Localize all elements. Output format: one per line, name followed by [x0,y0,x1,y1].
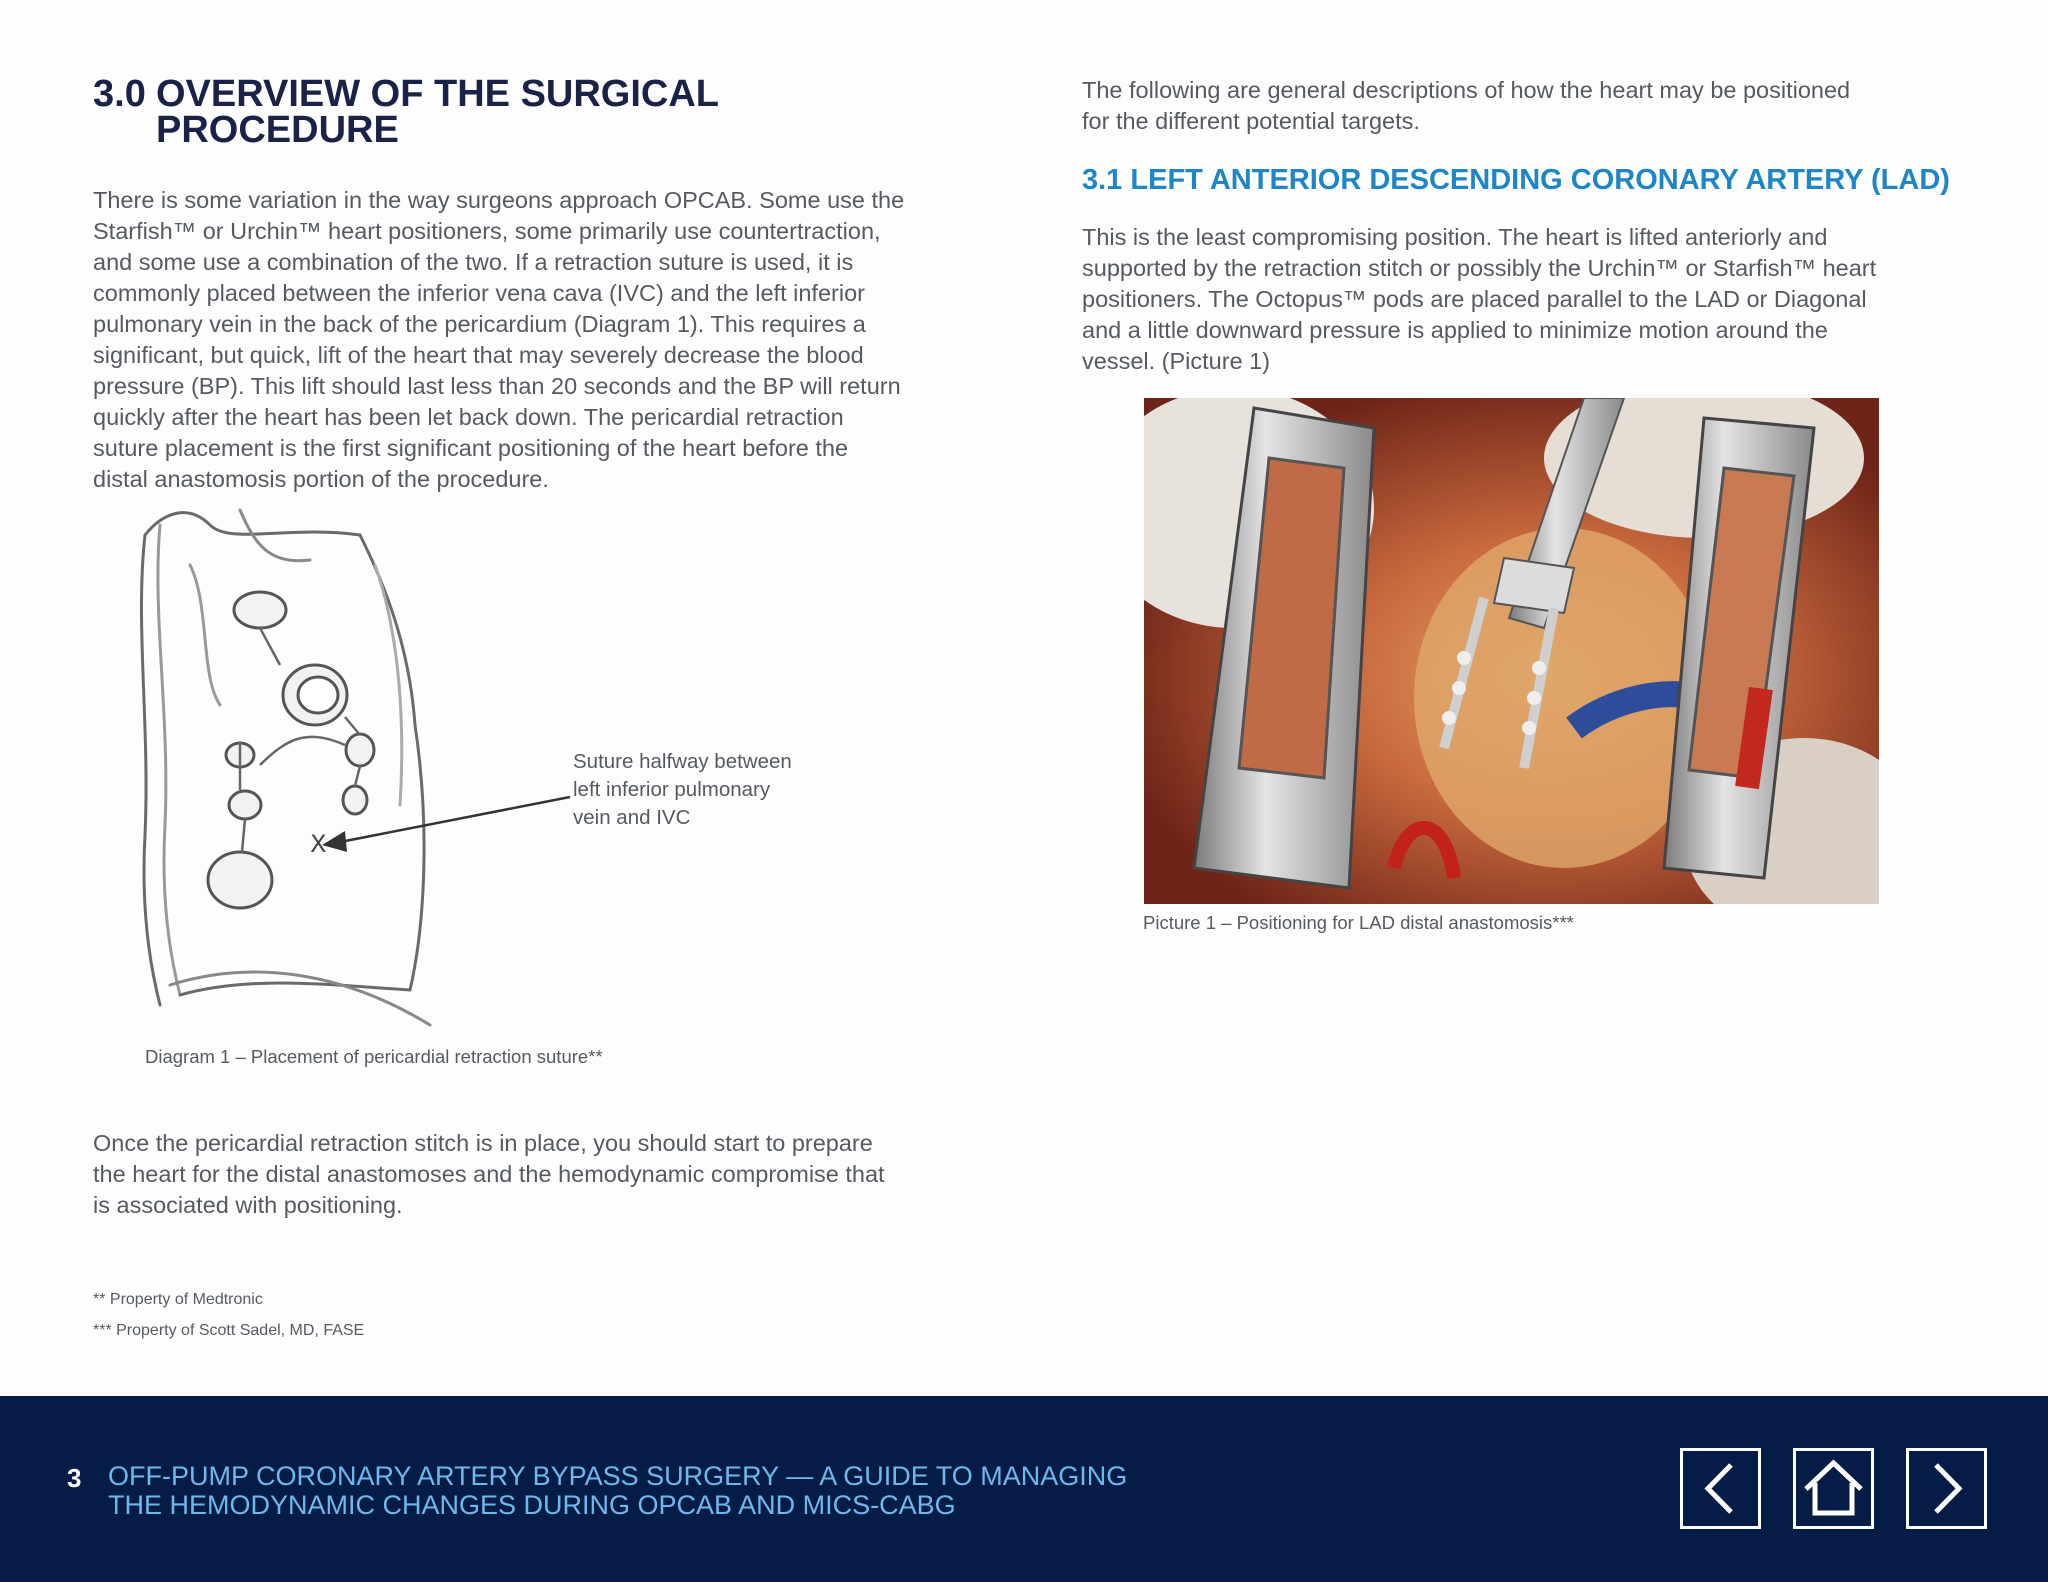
text-line: This is the least compromising position. The heart is lifted anteriorly and [1082,224,1828,250]
text-line: pressure (BP). This lift should last less than 20 seconds and the BP will return [93,373,901,399]
text-line: Starfish™ or Urchin™ heart positioners, some primarily use countertraction, [93,218,881,244]
text-line: significant, but quick, lift of the heart that may severely decrease the blood [93,342,864,368]
previous-page-button[interactable] [1680,1448,1761,1529]
section-number: 3.0 [93,73,146,115]
text-line: for the different potential targets. [1082,108,1420,134]
text-line: the heart for the distal anastomoses and the hemodynamic compromise that [93,1161,885,1187]
lad-paragraph [1082,222,1982,377]
label-pointer [335,797,570,843]
text-line: and some use a combination of the two. If a retraction suture is used, it is [93,249,854,275]
document-title [108,1462,1127,1520]
text-line: positioners. The Octopus™ pods are placed parallel to the LAD or Diagonal [1082,286,1867,312]
text-line: suture placement is the first significant positioning of the heart before the [93,435,849,461]
text-line: There is some variation in the way surgeons approach OPCAB. Some use the [93,187,905,213]
surgical-photo [1144,398,1879,904]
title-line: THE HEMODYNAMIC CHANGES DURING OPCAB AND MICS-CABG [108,1490,956,1520]
subsection-title: LEFT ANTERIOR DESCENDING CORONARY ARTERY (LAD) [1130,164,1950,196]
text-line: and a little downward pressure is applied to minimize motion around the [1082,317,1828,343]
right-intro [1082,75,1982,137]
home-icon [1796,1451,1871,1526]
section-title: OVERVIEW OF THE SURGICAL PROCEDURE [156,73,719,151]
text-line: Once the pericardial retraction stitch is in place, you should start to prepare [93,1130,873,1156]
chevron-right-icon [1909,1451,1984,1526]
label-line: left inferior pulmonary [573,778,771,801]
section-heading [93,73,793,151]
subsection-heading [1082,162,1950,198]
label-line: vein and IVC [573,806,691,829]
text-line: supported by the retraction stitch or possibly the Urchin™ or Starfish™ heart [1082,255,1877,281]
diagram-caption: Diagram 1 – Placement of pericardial retraction suture** [145,1046,603,1067]
text-line: quickly after the heart has been let back down. The pericardial retraction [93,404,844,430]
intro-paragraph [93,185,993,495]
photo-caption: Picture 1 – Positioning for LAD distal anastomosis*** [1143,912,1574,933]
home-button[interactable] [1793,1448,1874,1529]
text-line: pulmonary vein in the back of the pericardium (Diagram 1). This requires a [93,311,866,337]
subsection-number: 3.1 [1082,164,1123,196]
chevron-left-icon [1683,1451,1758,1526]
text-line: distal anastomosis portion of the procedure. [93,466,549,492]
text-line: vessel. (Picture 1) [1082,348,1271,374]
next-page-button[interactable] [1906,1448,1987,1529]
diagram-label [573,748,792,832]
footnote-sadel: *** Property of Scott Sadel, MD, FASE [93,1322,365,1339]
label-line: Suture halfway between [573,750,792,773]
page-number: 3 [67,1463,82,1493]
text-line: is associated with positioning. [93,1192,403,1218]
closing-paragraph [93,1128,993,1221]
title-line: OFF-PUMP CORONARY ARTERY BYPASS SURGERY — A GUIDE TO MANAGING [108,1461,1128,1491]
footnote-medtronic: ** Property of Medtronic [93,1291,263,1308]
text-line: The following are general descriptions of how the heart may be positioned [1082,77,1851,103]
text-line: commonly placed between the inferior vena cava (IVC) and the left inferior [93,280,865,306]
suture-marker: X [310,830,327,858]
